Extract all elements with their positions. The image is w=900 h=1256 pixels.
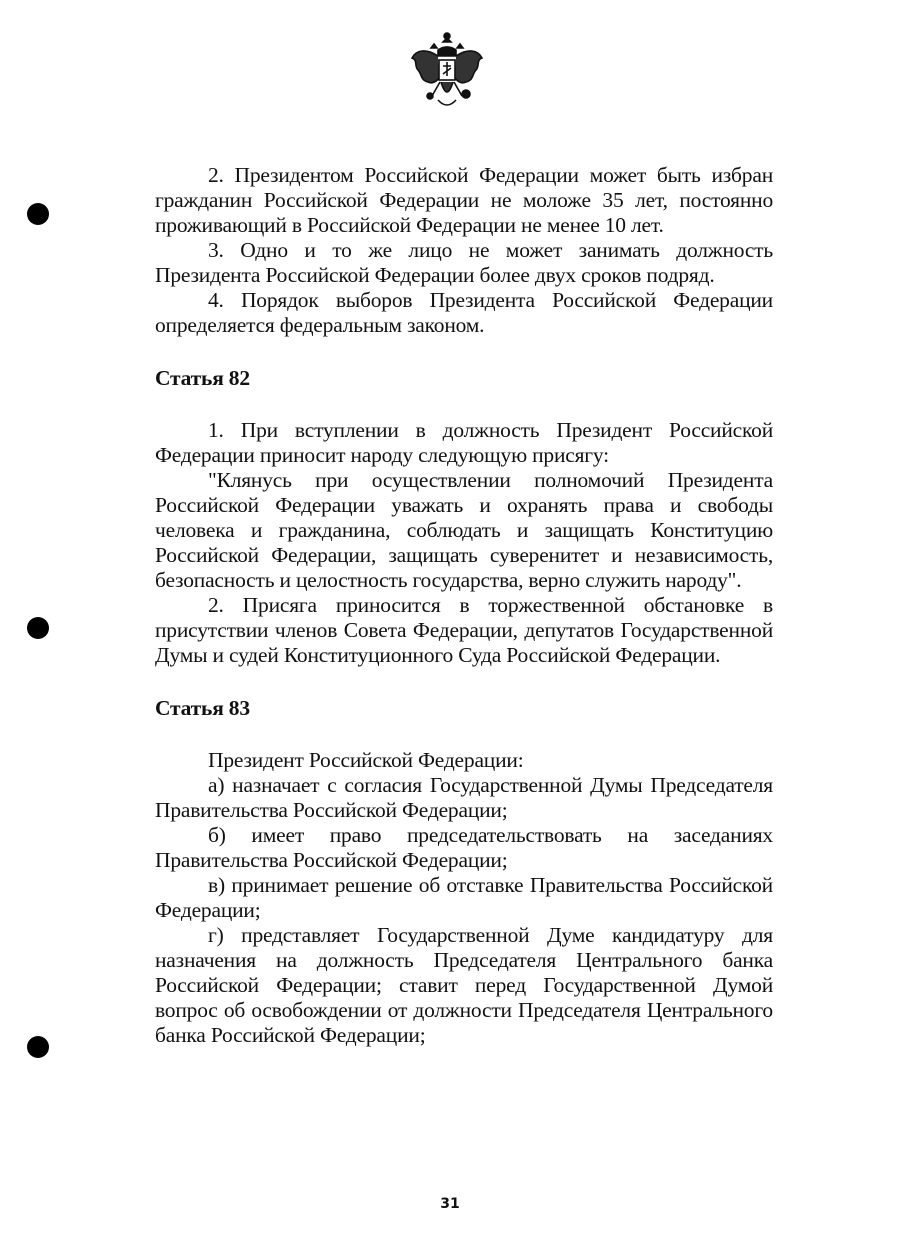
binder-hole <box>27 1036 49 1058</box>
paragraph: 4. Порядок выборов Президента Российской Федерации определяется федеральным законом. <box>155 288 773 337</box>
list-item: г) представляет Государственной Думе кандидатуру для назначения на должность Председателя Центрального банка Российской Федерации; ставит перед Государственной Думой вопрос об освобождении от должности Председателя Центрального банка Российской Федерации; <box>155 923 773 1047</box>
binder-hole <box>27 203 49 225</box>
document-body <box>155 163 773 1048</box>
list-item: в) принимает решение об отставке Правительства Российской Федерации; <box>155 873 773 922</box>
paragraph: 2. Присяга приносится в торжественной обстановке в присутствии членов Совета Федерации, депутатов Государственной Думы и судей Конституционного Суда Российской Федерации. <box>155 593 773 667</box>
paragraph: 1. При вступлении в должность Президент Российской Федерации приносит народу следующую присягу: <box>155 418 773 467</box>
list-item: б) имеет право председательствовать на заседаниях Правительства Российской Федерации; <box>155 823 773 872</box>
paragraph: Президент Российской Федерации: <box>208 748 524 772</box>
article-83-heading: Статья 83 <box>155 696 250 720</box>
article-82-heading: Статья 82 <box>155 366 250 390</box>
oath-paragraph: "Клянусь при осуществлении полномочий Президента Российской Федерации уважать и охранять права и свободы человека и гражданина, соблюдать и защищать Конституцию Российской Федерации, защищать суверенитет и независимость, безопасность и целостность государства, верно служить народу". <box>155 468 773 592</box>
paragraph: 2. Президентом Российской Федерации может быть избран гражданин Российской Федерации не моложе 35 лет, постоянно проживающий в Российской Федерации не менее 10 лет. <box>155 163 773 237</box>
coat-of-arms-icon <box>408 30 486 110</box>
page-number: 31 <box>440 1196 460 1212</box>
list-item: а) назначает с согласия Государственной Думы Председателя Правительства Российской Федерации; <box>155 773 773 822</box>
binder-hole <box>27 617 49 639</box>
paragraph: 3. Одно и то же лицо не может занимать должность Президента Российской Федерации более двух сроков подряд. <box>155 238 773 287</box>
